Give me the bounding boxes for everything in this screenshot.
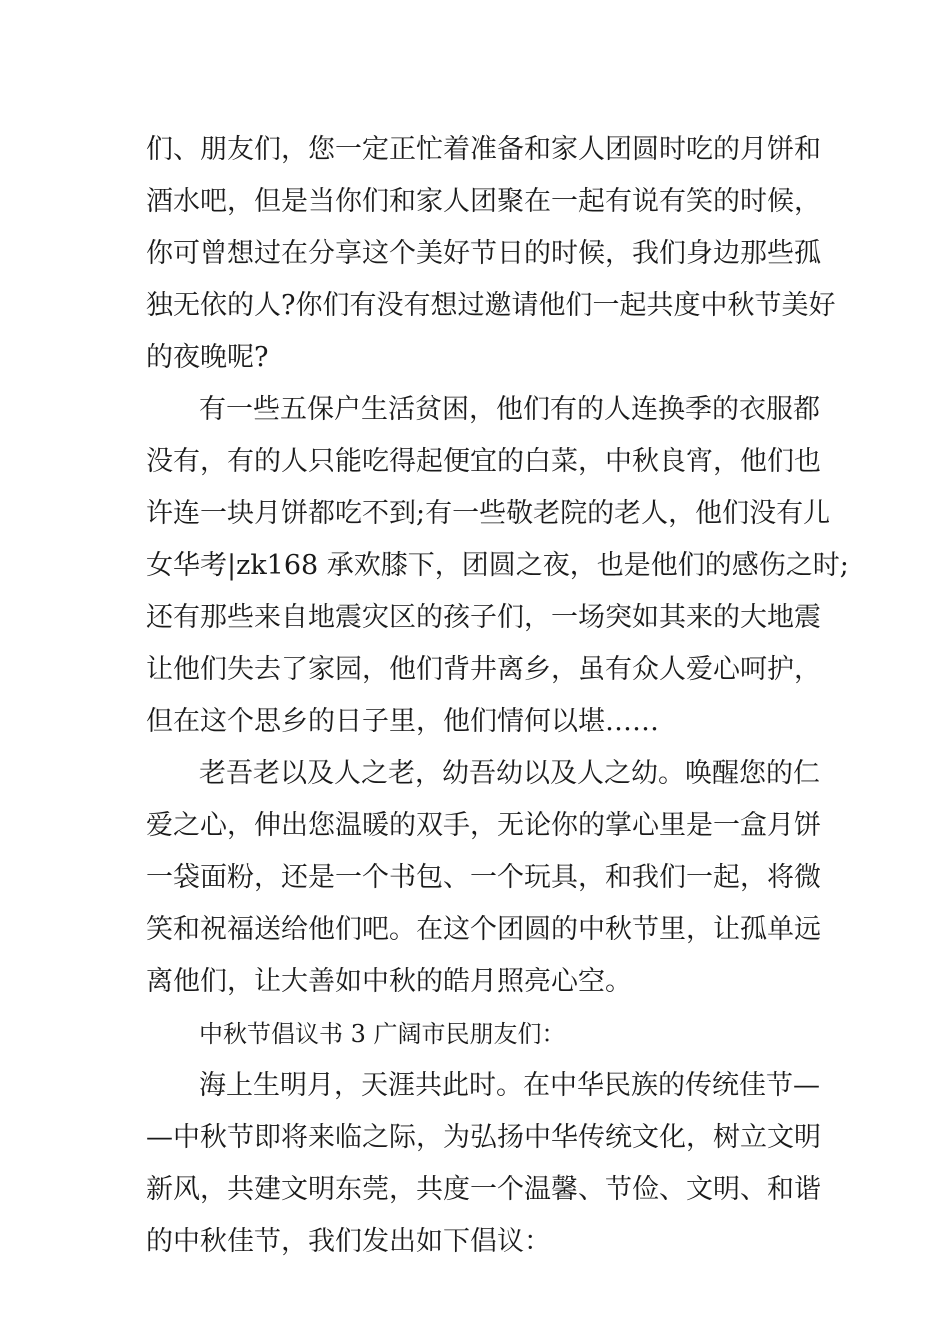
paragraph-line: 还有那些来自地震灾区的孩子们，一场突如其来的大地震 (146, 602, 821, 633)
paragraph-line: 女华考|zk168 承欢膝下，团圆之夜，也是他们的感伤之时; (146, 550, 849, 581)
section-heading: 中秋节倡议书 3 广阔市民朋友们： (199, 1020, 566, 1048)
paragraph-line: 爱之心，伸出您温暖的双手，无论你的掌心里是一盒月饼 (146, 810, 821, 841)
paragraph-line: 酒水吧，但是当你们和家人团聚在一起有说有笑的时候， (146, 186, 821, 217)
paragraph-line: 你可曾想过在分享这个美好节日的时候，我们身边那些孤 (146, 238, 821, 269)
paragraph-line: 的夜晚呢? (146, 342, 269, 373)
paragraph-line: 独无依的人?你们有没有想过邀请他们一起共度中秋节美好 (146, 290, 836, 321)
paragraph-line: 让他们失去了家园，他们背井离乡，虽有众人爱心呵护， (146, 654, 821, 685)
paragraph-line: 的中秋佳节，我们发出如下倡议： (146, 1226, 551, 1257)
paragraph-line: 但在这个思乡的日子里，他们情何以堪…… (146, 706, 659, 737)
paragraph-line: 老吾老以及人之老，幼吾幼以及人之幼。唤醒您的仁 (199, 758, 820, 789)
paragraph-line: 有一些五保户生活贫困，他们有的人连换季的衣服都 (199, 394, 820, 425)
paragraph-line: 没有，有的人只能吃得起便宜的白菜，中秋良宵，他们也 (146, 446, 821, 477)
paragraph-line: —中秋节即将来临之际，为弘扬中华传统文化，树立文明 (146, 1122, 821, 1153)
paragraph-line: 海上生明月，天涯共此时。在中华民族的传统佳节— (199, 1070, 820, 1101)
paragraph-line: 一袋面粉，还是一个书包、一个玩具，和我们一起，将微 (146, 862, 821, 893)
paragraph-line: 笑和祝福送给他们吧。在这个团圆的中秋节里，让孤单远 (146, 914, 821, 945)
paragraph-line: 们、朋友们，您一定正忙着准备和家人团圆时吃的月饼和 (146, 134, 821, 165)
paragraph-line: 离他们，让大善如中秋的皓月照亮心空。 (146, 966, 632, 997)
paragraph-line: 新风，共建文明东莞，共度一个温馨、节俭、文明、和谐 (146, 1174, 821, 1205)
paragraph-line: 许连一块月饼都吃不到;有一些敬老院的老人，他们没有儿 (146, 498, 831, 529)
